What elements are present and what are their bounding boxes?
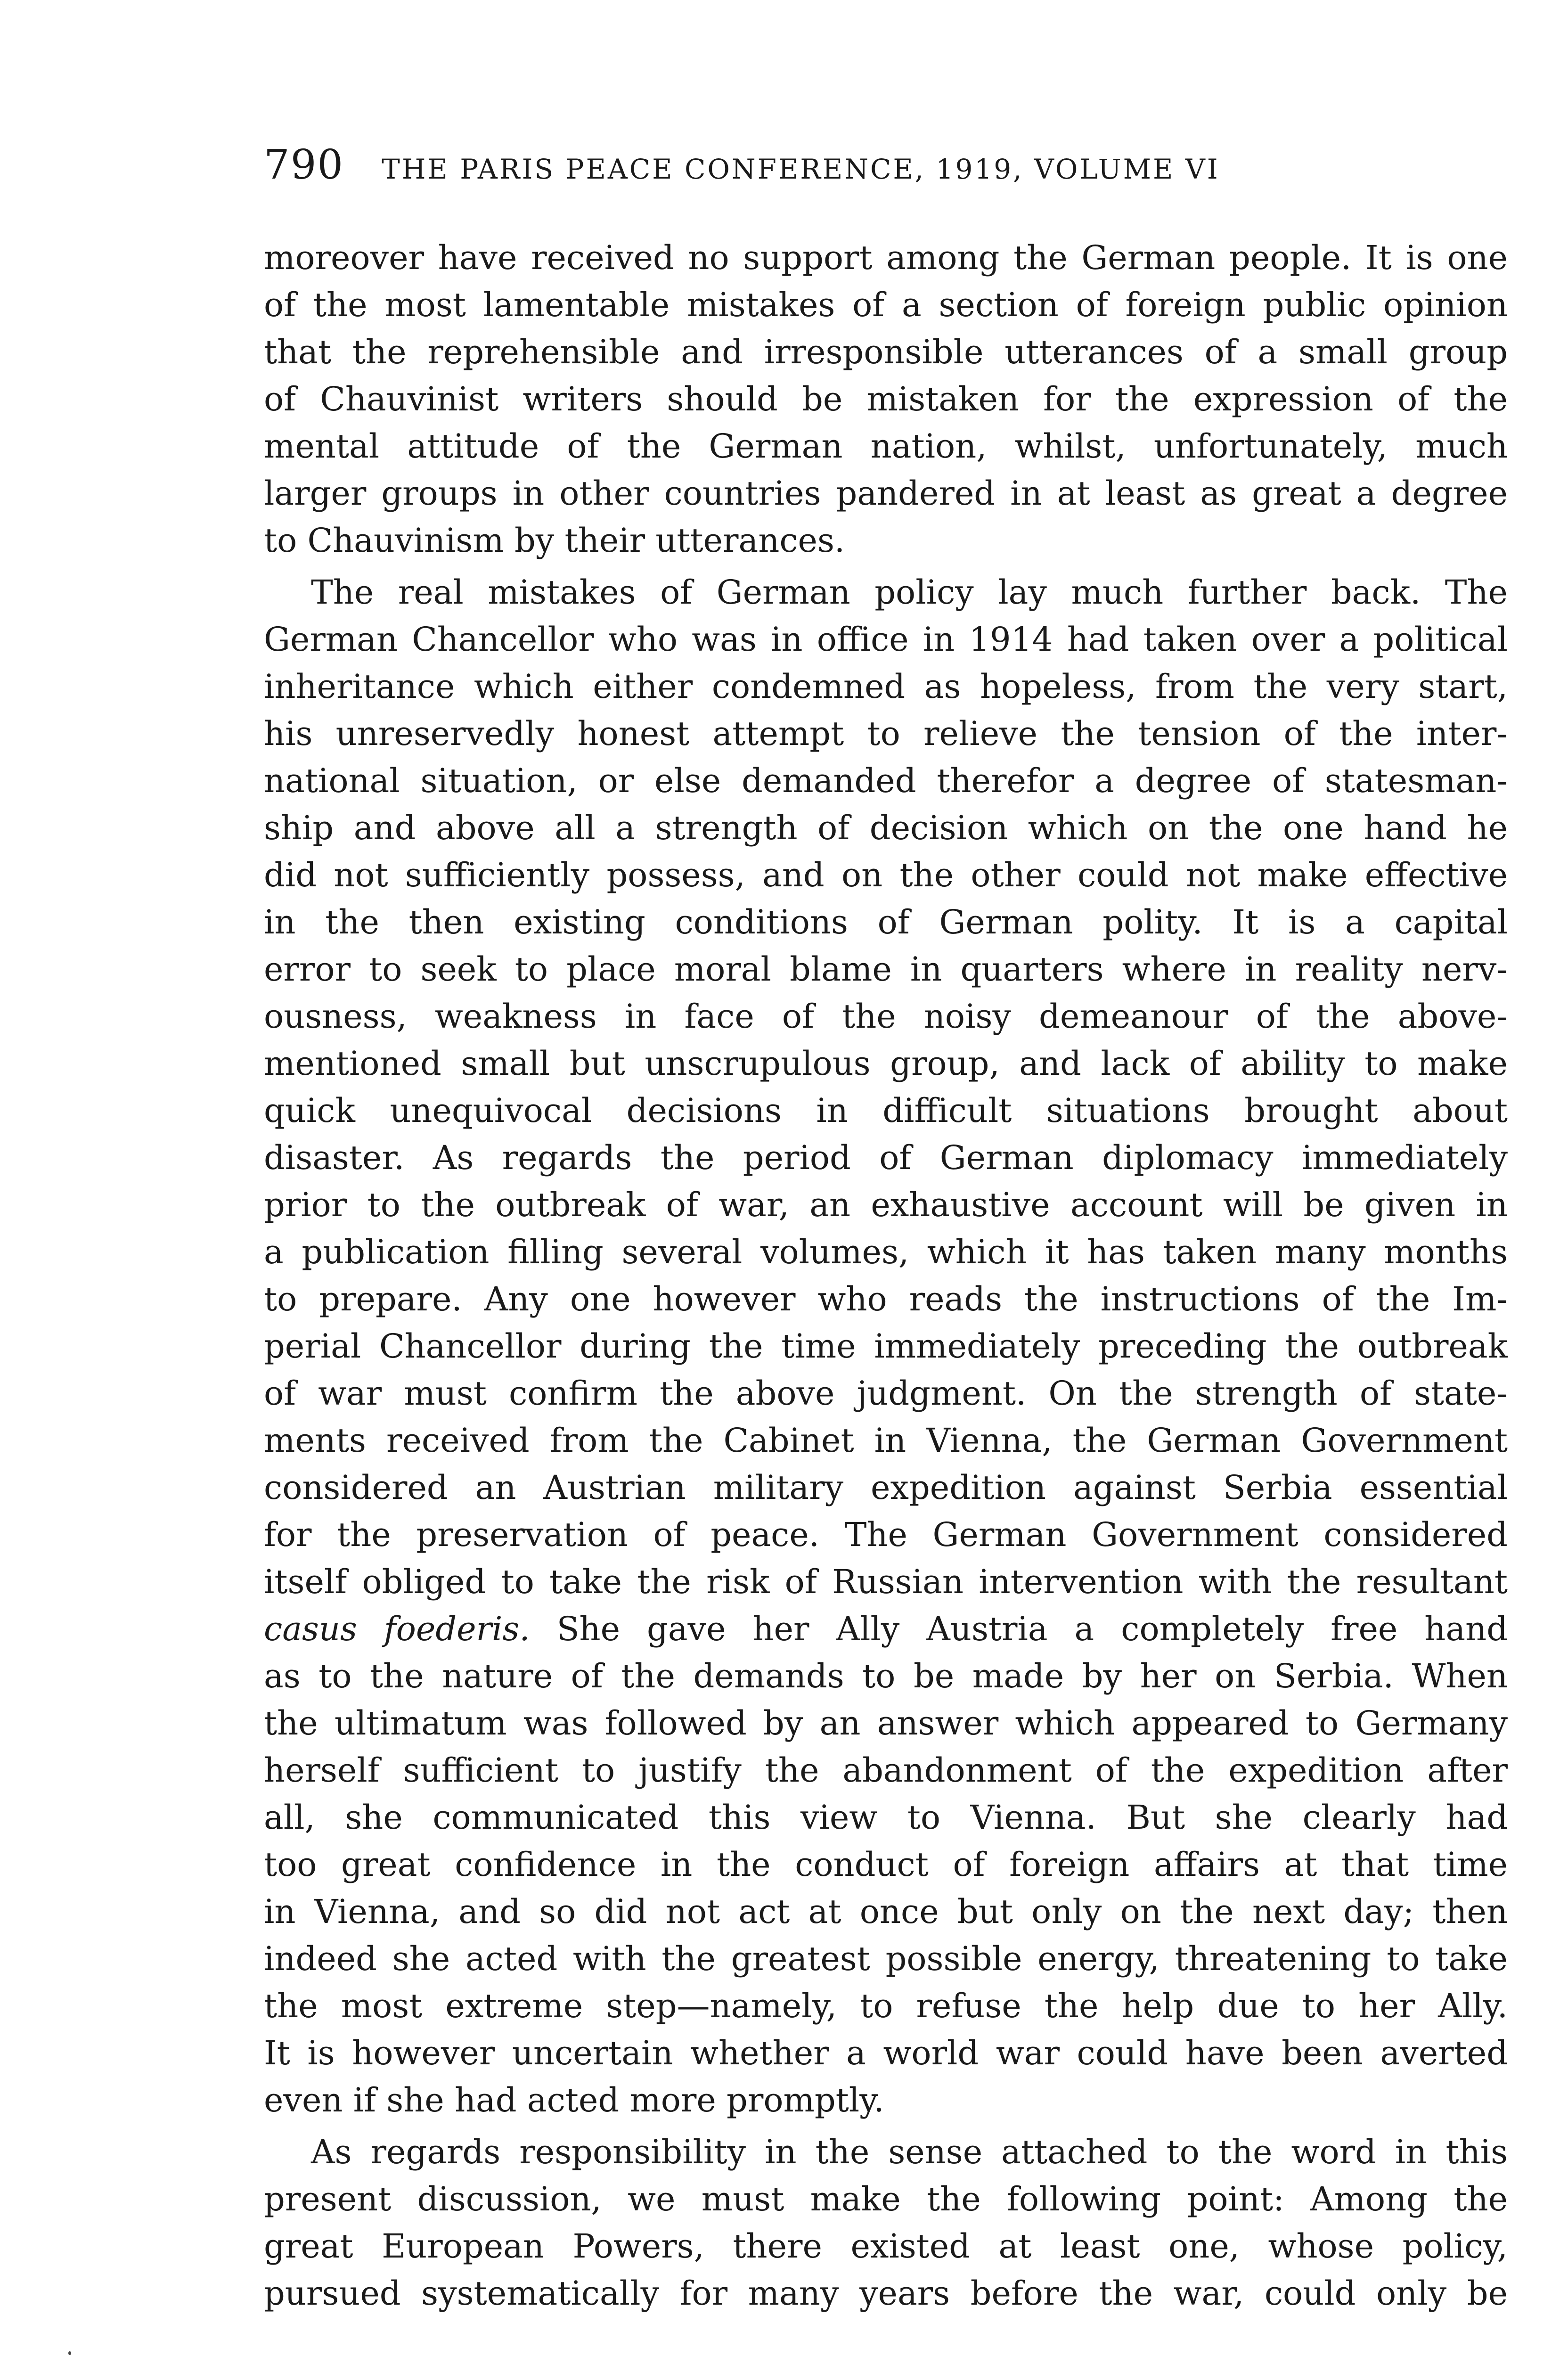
text-line: in the then existing conditions of German polity. It is a capital: [264, 903, 1508, 941]
text-line: as to the nature of the demands to be made by her on Serbia. When: [264, 1657, 1508, 1695]
text-line: mental attitude of the German nation, whilst, unfortunately, much: [264, 427, 1508, 466]
print-speck: [68, 2351, 71, 2355]
italic-phrase: casus foederis.: [264, 1610, 530, 1648]
text-line: the most extreme step—namely, to refuse the help due to her Ally.: [264, 1987, 1508, 2025]
text-line: disaster. As regards the period of German diplomacy immediately: [264, 1138, 1508, 1177]
text-line: moreover have received no support among the German people. It is one: [264, 238, 1508, 277]
body-text: [264, 234, 1508, 2317]
text-line: all, she communicated this view to Vienna. But she clearly had: [264, 1798, 1508, 1837]
text-line: considered an Austrian military expedition against Serbia essential: [264, 1468, 1508, 1507]
text-line: [264, 1605, 1508, 1652]
text-line: pursued systematically for many years before the war, could only be: [264, 2274, 1508, 2313]
text-line: perial Chancellor during the time immediately preceding the outbreak: [264, 1327, 1508, 1366]
text-line: present discussion, we must make the following point: Among the: [264, 2180, 1508, 2218]
text-line: ments received from the Cabinet in Vienna, the German Government: [264, 1421, 1508, 1460]
line-remainder: She gave her Ally Austria a completely free hand: [530, 1610, 1508, 1648]
text-line: larger groups in other countries pandered in at least as great a degree: [264, 474, 1508, 513]
running-title: THE PARIS PEACE CONFERENCE, 1919, VOLUME VI: [382, 153, 1220, 185]
text-line: national situation, or else demanded therefor a degree of statesman-: [264, 761, 1508, 800]
text-line: ousness, weakness in face of the noisy demeanour of the above-: [264, 997, 1508, 1036]
text-line: for the preservation of peace. The German Government considered: [264, 1515, 1508, 1554]
text-line: to Chauvinism by their utterances.: [264, 521, 845, 560]
text-line: great European Powers, there existed at least one, whose policy,: [264, 2227, 1508, 2266]
running-header: [264, 141, 1508, 212]
text-line: of the most lamentable mistakes of a section of foreign public opinion: [264, 286, 1508, 324]
text-line: herself sufficient to justify the abandonment of the expedition after: [264, 1751, 1508, 1790]
text-line: a publication filling several volumes, which it has taken many months: [264, 1233, 1508, 1271]
text-line: error to seek to place moral blame in quarters where in reality nerv-: [264, 950, 1508, 989]
text-line: that the reprehensible and irresponsible utterances of a small group: [264, 333, 1508, 371]
text-line: even if she had acted more promptly.: [264, 2081, 884, 2119]
text-line: of Chauvinist writers should be mistaken for the expression of the: [264, 380, 1508, 418]
text-line: indeed she acted with the greatest possible energy, threatening to take: [264, 1939, 1508, 1978]
text-line: inheritance which either condemned as hopeless, from the very start,: [264, 667, 1508, 706]
text-line: did not sufficiently possess, and on the other could not make effective: [264, 856, 1508, 894]
text-line: German Chancellor who was in office in 1914 had taken over a political: [264, 620, 1508, 659]
text-line: mentioned small but unscrupulous group, and lack of ability to make: [264, 1044, 1508, 1083]
text-line: in Vienna, and so did not act at once but only on the next day; then: [264, 1892, 1508, 1931]
text-line: his unreservedly honest attempt to relieve the tension of the inter-: [264, 714, 1508, 753]
text-line: too great confidence in the conduct of foreign affairs at that time: [264, 1845, 1508, 1884]
text-line: The real mistakes of German policy lay much further back. The: [311, 573, 1508, 612]
text-line: the ultimatum was followed by an answer which appeared to Germany: [264, 1704, 1508, 1742]
text-line: ship and above all a strength of decision which on the one hand he: [264, 809, 1508, 847]
text-line: As regards responsibility in the sense attached to the word in this: [311, 2133, 1508, 2171]
text-line: itself obliged to take the risk of Russian intervention with the resultant: [264, 1562, 1508, 1601]
text-line: prior to the outbreak of war, an exhaustive account will be given in: [264, 1186, 1508, 1224]
text-line: to prepare. Any one however who reads the instructions of the Im-: [264, 1280, 1508, 1318]
page-number: 790: [264, 141, 344, 188]
text-line: It is however uncertain whether a world war could have been averted: [264, 2034, 1508, 2072]
text-line: quick unequivocal decisions in difficult situations brought about: [264, 1091, 1508, 1130]
text-line: of war must confirm the above judgment. On the strength of state-: [264, 1374, 1508, 1413]
